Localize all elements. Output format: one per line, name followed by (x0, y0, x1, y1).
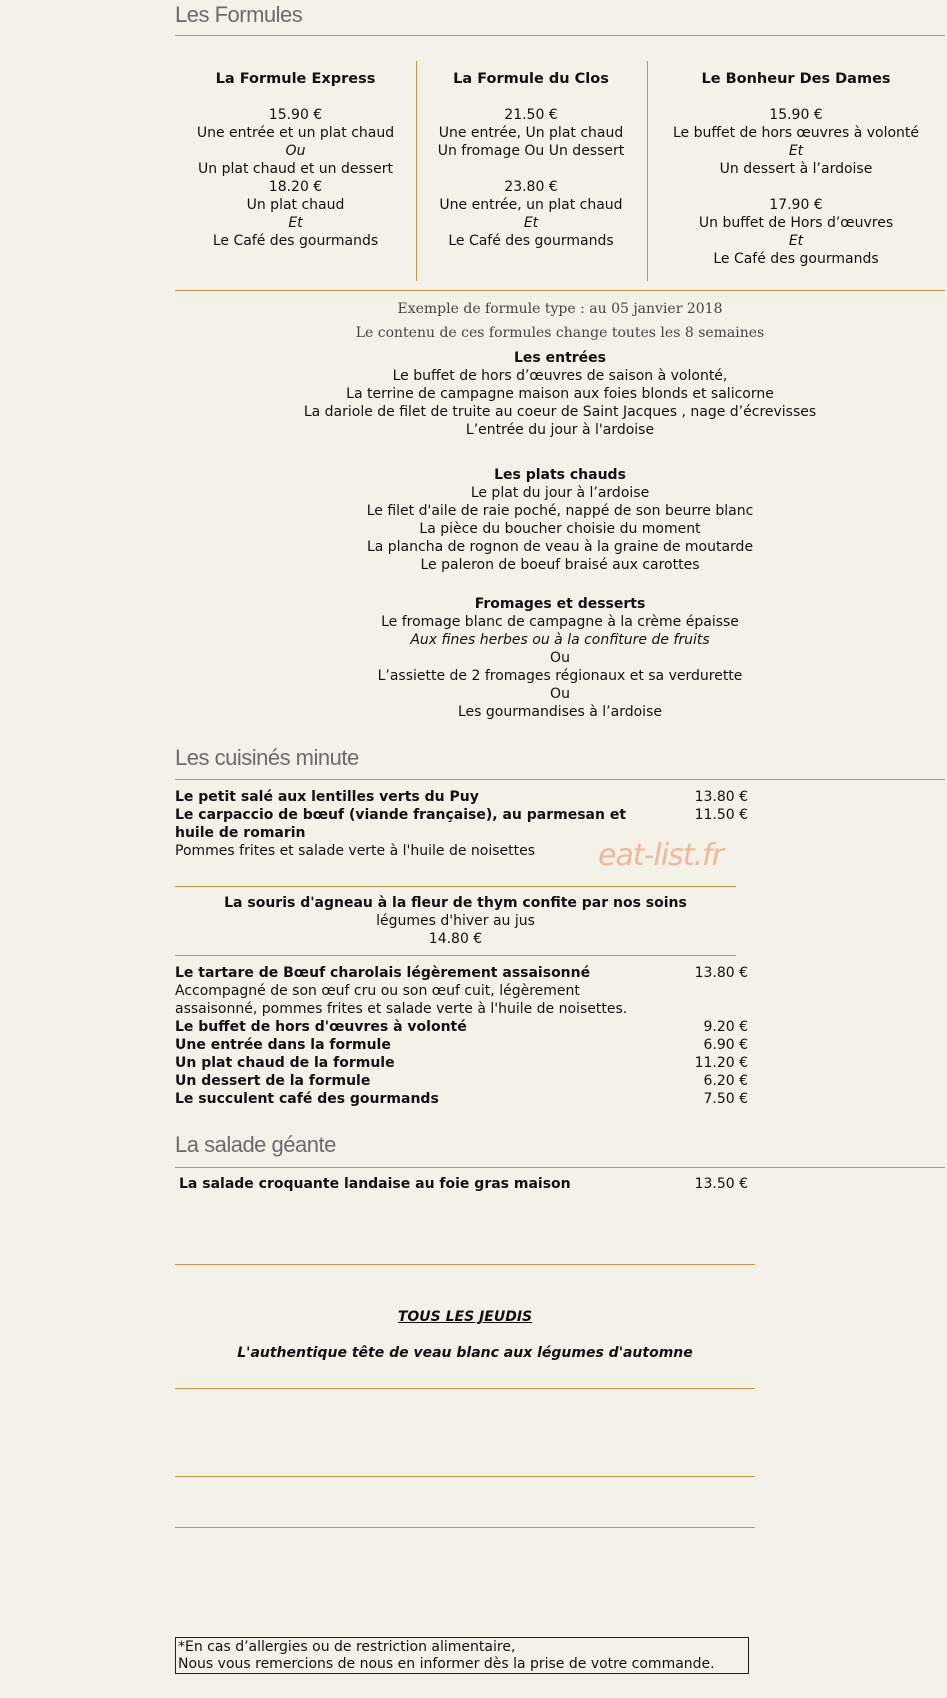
formule-line: Une entrée, Un plat chaud (438, 125, 624, 141)
formule-line: Un buffet de Hors d’œuvres (698, 215, 894, 231)
column-divider (416, 61, 417, 281)
formule-line: Le Café des gourmands (448, 233, 614, 249)
divider (175, 779, 945, 780)
menu-item: L’assiette de 2 fromages régionaux et sa verdurette (377, 668, 743, 684)
dish-name: Le carpaccio de bœuf (viande française), au parmesan et (175, 807, 627, 823)
extra-price: 6.90 € (703, 1037, 748, 1053)
menu-heading: Fromages et desserts (474, 596, 646, 612)
formule-line: Le Café des gourmands (212, 233, 379, 249)
menu-plats (0, 466, 947, 574)
menu-item: La terrine de campagne maison aux foies blonds et salicorne (346, 386, 774, 402)
menu-item: Le plat du jour à l’ardoise (470, 485, 650, 501)
allergy-notice (175, 1637, 749, 1674)
menu-item: La pièce du boucher choisie du moment (419, 521, 701, 537)
formule-title: Le Bonheur Des Dames (701, 71, 891, 87)
jeudis-title: TOUS LES JEUDIS (397, 1309, 533, 1325)
formule-price: 15.90 € (769, 107, 823, 123)
exemple-date: Exemple de formule type : au 05 janvier 2018 (397, 301, 723, 317)
dish-name: La salade croquante landaise au foie gras maison (179, 1176, 571, 1192)
menu-entrees (0, 349, 947, 439)
dish-description: assaisonné, pommes frites et salade verte à l'huile de noisettes. (175, 1001, 628, 1017)
extra-item (175, 1072, 748, 1090)
dish-price: 13.80 € (694, 789, 748, 805)
dish-price: 14.80 € (428, 931, 483, 947)
menu-item: Les gourmandises à l’ardoise (458, 704, 662, 720)
divider (175, 1476, 755, 1477)
extra-item (175, 1054, 748, 1072)
formule-line: Un dessert à l’ardoise (719, 161, 873, 177)
allergy-line: Nous vous remercions de nous en informer dès la prise de votre commande. (178, 1656, 715, 1672)
spacer (418, 160, 644, 178)
divider (175, 290, 945, 291)
divider (175, 886, 736, 887)
extra-price: 9.20 € (703, 1019, 748, 1035)
dish-price: 11.50 € (694, 807, 748, 823)
menu-item: Le buffet de hors d’œuvres de saison à volonté, (392, 368, 728, 384)
dish-salade (179, 1175, 748, 1193)
menu-item: Aux fines herbes ou à la confiture de fruits (410, 632, 710, 648)
exemple-note: Le contenu de ces formules change toutes les 8 semaines (355, 325, 765, 341)
formule-price: 21.50 € (504, 107, 558, 123)
dish-price: 13.50 € (694, 1176, 748, 1192)
dish-name: La souris d'agneau à la fleur de thym confite par nos soins (224, 895, 687, 911)
dish-name: Le petit salé aux lentilles verts du Puy (175, 789, 479, 805)
formule-line: Et (788, 233, 804, 249)
allergy-line: *En cas d’allergies ou de restriction alimentaire, (178, 1639, 516, 1655)
jeudis-dish: L'authentique tête de veau blanc aux légumes d'automne (237, 1345, 693, 1361)
formule-line: Le Café des gourmands (713, 251, 879, 267)
menu-item: Le paleron de boeuf braisé aux carottes (420, 557, 700, 573)
extra-name: Le succulent café des gourmands (175, 1091, 439, 1107)
formule-bonheur-des-dames (650, 70, 942, 268)
menu-item: La dariole de filet de truite au coeur de Saint Jacques , nage d’écrevisses (303, 404, 817, 420)
extra-name: Le buffet de hors d'œuvres à volonté (175, 1019, 467, 1035)
dish-description: Accompagné de son œuf cru ou son œuf cuit, légèrement (175, 983, 580, 999)
extra-name: Un plat chaud de la formule (175, 1055, 395, 1071)
formule-price: 17.90 € (769, 197, 823, 213)
divider (175, 1527, 755, 1528)
formule-line: Ou (285, 143, 306, 159)
extra-price: 6.20 € (703, 1073, 748, 1089)
menu-heading: Les plats chauds (494, 467, 626, 483)
divider (175, 1388, 755, 1389)
dish-price: 13.80 € (694, 965, 748, 981)
dish-description: Pommes frites et salade verte à l'huile de noisettes (175, 843, 536, 859)
column-divider (647, 61, 648, 281)
extra-item (175, 1090, 748, 1108)
formule-line: Un fromage Ou Un dessert (437, 143, 625, 159)
menu-item: Ou (550, 686, 570, 702)
formule-express (178, 70, 413, 250)
formule-line: Et (288, 215, 303, 231)
watermark: eat-list.fr (598, 838, 723, 873)
menu-item: La plancha de rognon de veau à la graine de moutarde (366, 539, 754, 555)
dish-petit-sale (175, 788, 748, 806)
formule-price: 15.90 € (268, 107, 323, 123)
formule-line: Une entrée, un plat chaud (439, 197, 623, 213)
extra-price: 11.20 € (694, 1055, 748, 1071)
dish-description: légumes d'hiver au jus (376, 913, 535, 929)
formule-line: Un plat chaud (246, 197, 345, 213)
section-title-cuisines: Les cuisinés minute (175, 745, 359, 770)
divider (175, 955, 736, 956)
formule-title: La Formule Express (215, 71, 376, 87)
formule-title: La Formule du Clos (453, 71, 609, 87)
formule-price: 18.20 € (268, 179, 323, 195)
divider (175, 1264, 755, 1265)
formule-line: Le buffet de hors œuvres à volonté (672, 125, 920, 141)
extra-price: 7.50 € (703, 1091, 748, 1107)
menu-item: Ou (550, 650, 570, 666)
formule-line: Un plat chaud et un dessert (198, 161, 393, 177)
menu-item: Le filet d'aile de raie poché, nappé de son beurre blanc (366, 503, 754, 519)
extra-item (175, 1018, 748, 1036)
menu-heading: Les entrées (513, 350, 606, 366)
divider (175, 1167, 945, 1168)
menu-item: Le fromage blanc de campagne à la crème épaisse (381, 614, 739, 630)
dish-name-cont: huile de romarin (175, 825, 306, 841)
menu-item: L’entrée du jour à l'ardoise (465, 422, 655, 438)
formule-du-clos (418, 70, 644, 250)
dish-souris (175, 894, 736, 948)
formule-line: Et (788, 143, 804, 159)
divider (175, 35, 945, 36)
dish-tartare (175, 964, 748, 1018)
menu-fromages (0, 595, 947, 721)
extra-name: Un dessert de la formule (175, 1073, 371, 1089)
section-title-salade: La salade géante (175, 1132, 336, 1157)
extra-item (175, 1036, 748, 1054)
section-title-formules: Les Formules (175, 2, 303, 27)
dish-name: Le tartare de Bœuf charolais légèrement assaisonné (175, 965, 591, 981)
spacer (650, 178, 942, 196)
formule-line: Et (523, 215, 539, 231)
formule-line: Une entrée et un plat chaud (196, 125, 395, 141)
formule-price: 23.80 € (504, 179, 558, 195)
extra-name: Une entrée dans la formule (175, 1037, 391, 1053)
